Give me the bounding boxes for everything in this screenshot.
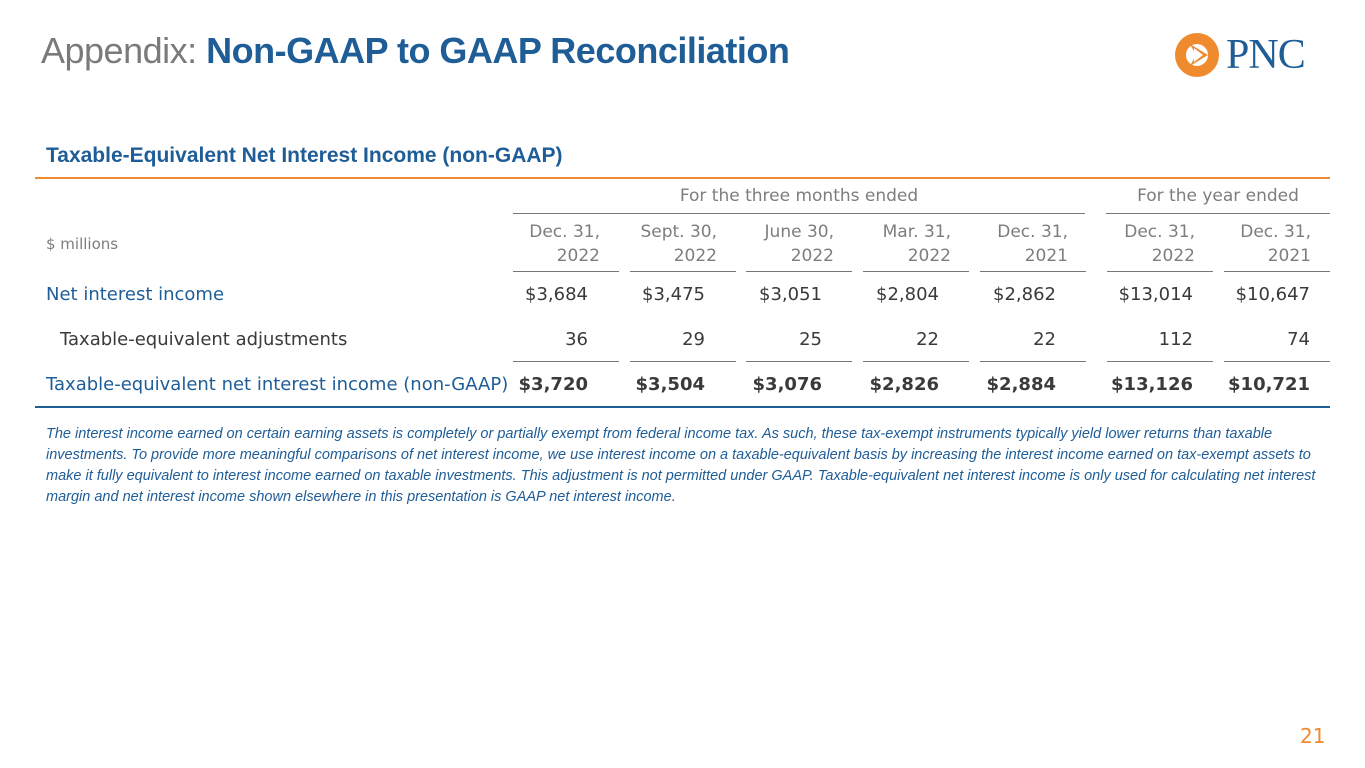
- subtotal-rule: [513, 361, 619, 362]
- page-title-main: Non-GAAP to GAAP Reconciliation: [206, 30, 790, 71]
- subtotal-rule: [1107, 361, 1213, 362]
- table-cell-total: $2,884: [986, 374, 1056, 395]
- column-header-line2: 2022: [1151, 246, 1195, 266]
- group-header-year: For the year ended: [1137, 186, 1299, 206]
- table-cell: 74: [1287, 329, 1310, 350]
- column-header-line1: Dec. 31,: [1124, 222, 1195, 242]
- column-header: [728, 220, 834, 268]
- table-cell: $2,804: [876, 284, 939, 305]
- table-cell-total: $3,076: [752, 374, 822, 395]
- table-cell-total: $13,126: [1111, 374, 1193, 395]
- footnote: The interest income earned on certain earning assets is completely or partially exempt from federal income tax. As such, these tax-exempt instruments typically yield lower returns than taxable investments. To provide more meaningful comparisons of net interest income, we use interest income on a taxable-equivalent basis by increasing the interest income earned on tax-exempt assets to make it fully equivalent to interest income earned on taxable investments. This adjustment is not permitted under GAAP. Taxable-equivalent net interest income is only used for calculating net interest margin and net interest income shown elsewhere in this presentation is GAAP net interest income.: [46, 426, 1316, 505]
- column-header-line1: Sept. 30,: [640, 222, 717, 242]
- column-header-rule: [630, 271, 736, 272]
- row-label-net-interest-income: Net interest income: [46, 284, 225, 305]
- table-cell: 36: [565, 329, 588, 350]
- table-cell: 25: [799, 329, 822, 350]
- section-title: Taxable-Equivalent Net Interest Income (non-GAAP): [46, 144, 563, 167]
- group-header-year-rule: [1106, 213, 1330, 214]
- column-header-rule: [863, 271, 969, 272]
- pnc-logo-mark-icon: [1174, 32, 1220, 78]
- column-header-line2: 2021: [1024, 246, 1068, 266]
- row-label-adjustments: Taxable-equivalent adjustments: [60, 329, 348, 350]
- column-header-line1: Dec. 31,: [1240, 222, 1311, 242]
- table-cell: 22: [916, 329, 939, 350]
- page-number: 21: [1300, 724, 1326, 748]
- table-cell-total: $3,720: [518, 374, 588, 395]
- column-header: [611, 220, 717, 268]
- table-cell: $10,647: [1235, 284, 1310, 305]
- column-header-line1: Dec. 31,: [529, 222, 600, 242]
- row-label-total: Taxable-equivalent net interest income (non-GAAP): [46, 374, 509, 395]
- table-cell: 29: [682, 329, 705, 350]
- table-cell-total: $10,721: [1228, 374, 1310, 395]
- group-header-quarter: For the three months ended: [679, 186, 919, 206]
- column-header-line1: Dec. 31,: [997, 222, 1068, 242]
- subtotal-rule: [863, 361, 969, 362]
- column-header-rule: [1107, 271, 1213, 272]
- column-header: [962, 220, 1068, 268]
- table-cell: $3,475: [642, 284, 705, 305]
- subtotal-rule: [1224, 361, 1330, 362]
- column-header-rule: [746, 271, 852, 272]
- table-bottom-rule: [35, 406, 1330, 408]
- column-header-rule: [513, 271, 619, 272]
- table-cell: $3,051: [759, 284, 822, 305]
- subtotal-rule: [746, 361, 852, 362]
- column-header: [1205, 220, 1311, 268]
- table-cell-total: $2,826: [869, 374, 939, 395]
- column-header: [1089, 220, 1195, 268]
- table-cell: $13,014: [1118, 284, 1193, 305]
- column-header-line1: June 30,: [764, 222, 834, 242]
- column-header-rule: [1224, 271, 1330, 272]
- column-header-line2: 2022: [673, 246, 717, 266]
- column-header-line2: 2022: [790, 246, 834, 266]
- section-divider: [35, 177, 1330, 179]
- column-header-line1: Mar. 31,: [882, 222, 951, 242]
- page-title: [41, 30, 789, 72]
- table-cell: $3,684: [525, 284, 588, 305]
- column-header-line2: 2022: [907, 246, 951, 266]
- table-cell-total: $3,504: [635, 374, 705, 395]
- units-label: $ millions: [46, 235, 119, 253]
- page-title-prefix: Appendix:: [41, 30, 207, 71]
- subtotal-rule: [980, 361, 1086, 362]
- table-cell: 112: [1158, 329, 1193, 350]
- pnc-logo: [1174, 32, 1334, 78]
- column-header-line2: 2021: [1267, 246, 1311, 266]
- table-cell: $2,862: [993, 284, 1056, 305]
- table-cell: 22: [1033, 329, 1056, 350]
- column-header: [494, 220, 600, 268]
- subtotal-rule: [630, 361, 736, 362]
- column-header: [845, 220, 951, 268]
- pnc-logo-text: PNC: [1226, 32, 1305, 78]
- group-header-quarter-rule: [513, 213, 1085, 214]
- column-header-line2: 2022: [556, 246, 600, 266]
- column-header-rule: [980, 271, 1086, 272]
